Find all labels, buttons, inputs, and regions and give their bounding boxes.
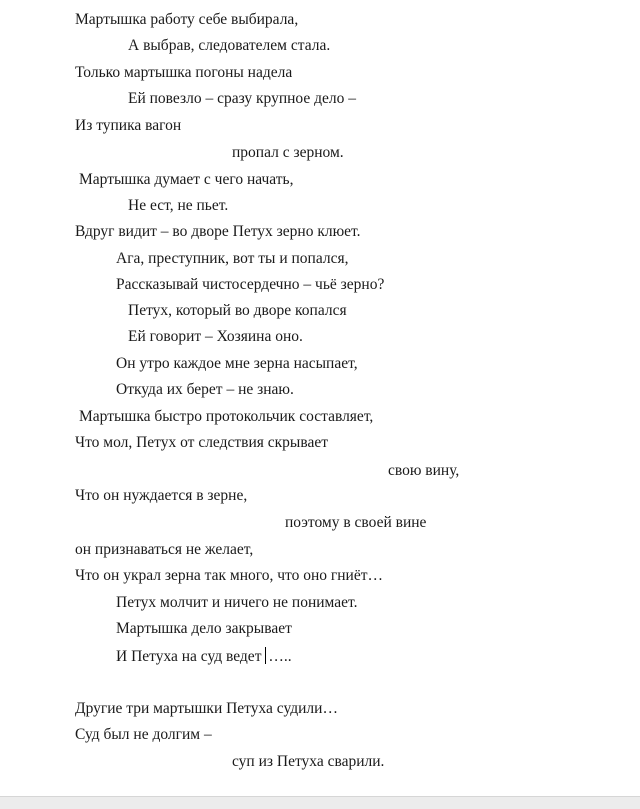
poem-line-1: Мартышка работу себе выбирала,	[75, 11, 299, 28]
poem-line-19: Что он нуждается в зерне,	[75, 487, 248, 504]
poem-line-3: Только мартышка погоны надела	[75, 64, 293, 81]
poem-line-21: он признаваться не желает,	[75, 541, 254, 558]
poem-line-10: Ага, преступник, вот ты и попался,	[116, 250, 349, 267]
poem-line-16: Мартышка быстро протокольчик составляет,	[79, 408, 374, 425]
poem-line-14: Он утро каждое мне зерна насыпает,	[116, 355, 358, 372]
poem-line-13: Ей говорит – Хозяина оно.	[128, 328, 303, 345]
poem-line-4: Ей повезло – сразу крупное дело –	[128, 90, 357, 107]
poem-line-25	[116, 647, 292, 666]
poem-line-15: Откуда их берет – не знаю.	[116, 381, 294, 398]
poem-line-23: Петух молчит и ничего не понимает.	[116, 594, 358, 611]
poem-line-27: Суд был не долгим –	[75, 726, 212, 743]
poem-line-7: Мартышка думает с чего начать,	[79, 171, 294, 188]
poem-line-28: суп из Петуха сварили.	[232, 753, 385, 770]
poem-line-12: Петух, который во дворе копался	[128, 302, 347, 319]
text-cursor	[265, 647, 266, 664]
poem-line-24: Мартышка дело закрывает	[116, 620, 292, 637]
page-bottom-edge	[0, 796, 640, 809]
poem-line-20: поэтому в своей вине	[285, 514, 427, 531]
poem-line-11: Рассказывай чистосердечно – чьё зерно?	[116, 276, 385, 293]
poem-line-18: свою вину,	[388, 462, 460, 479]
poem-line-6: пропал с зерном.	[232, 144, 344, 161]
poem-line-22: Что он украл зерна так много, что оно гниёт…	[75, 567, 383, 584]
poem-line-5: Из тупика вагон	[75, 117, 182, 134]
poem-line-9: Вдруг видит – во дворе Петух зерно клюет.	[75, 223, 361, 240]
poem-line-17: Что мол, Петух от следствия скрывает	[75, 434, 328, 451]
poem-line-2: А выбрав, следователем стала.	[128, 37, 331, 54]
poem-line-26: Другие три мартышки Петуха судили…	[75, 700, 338, 717]
poem-line-25-ellipsis: …..	[268, 648, 292, 665]
poem-line-25-text: И Петуха на суд ведет	[116, 648, 262, 665]
poem-line-8: Не ест, не пьет.	[128, 197, 229, 214]
